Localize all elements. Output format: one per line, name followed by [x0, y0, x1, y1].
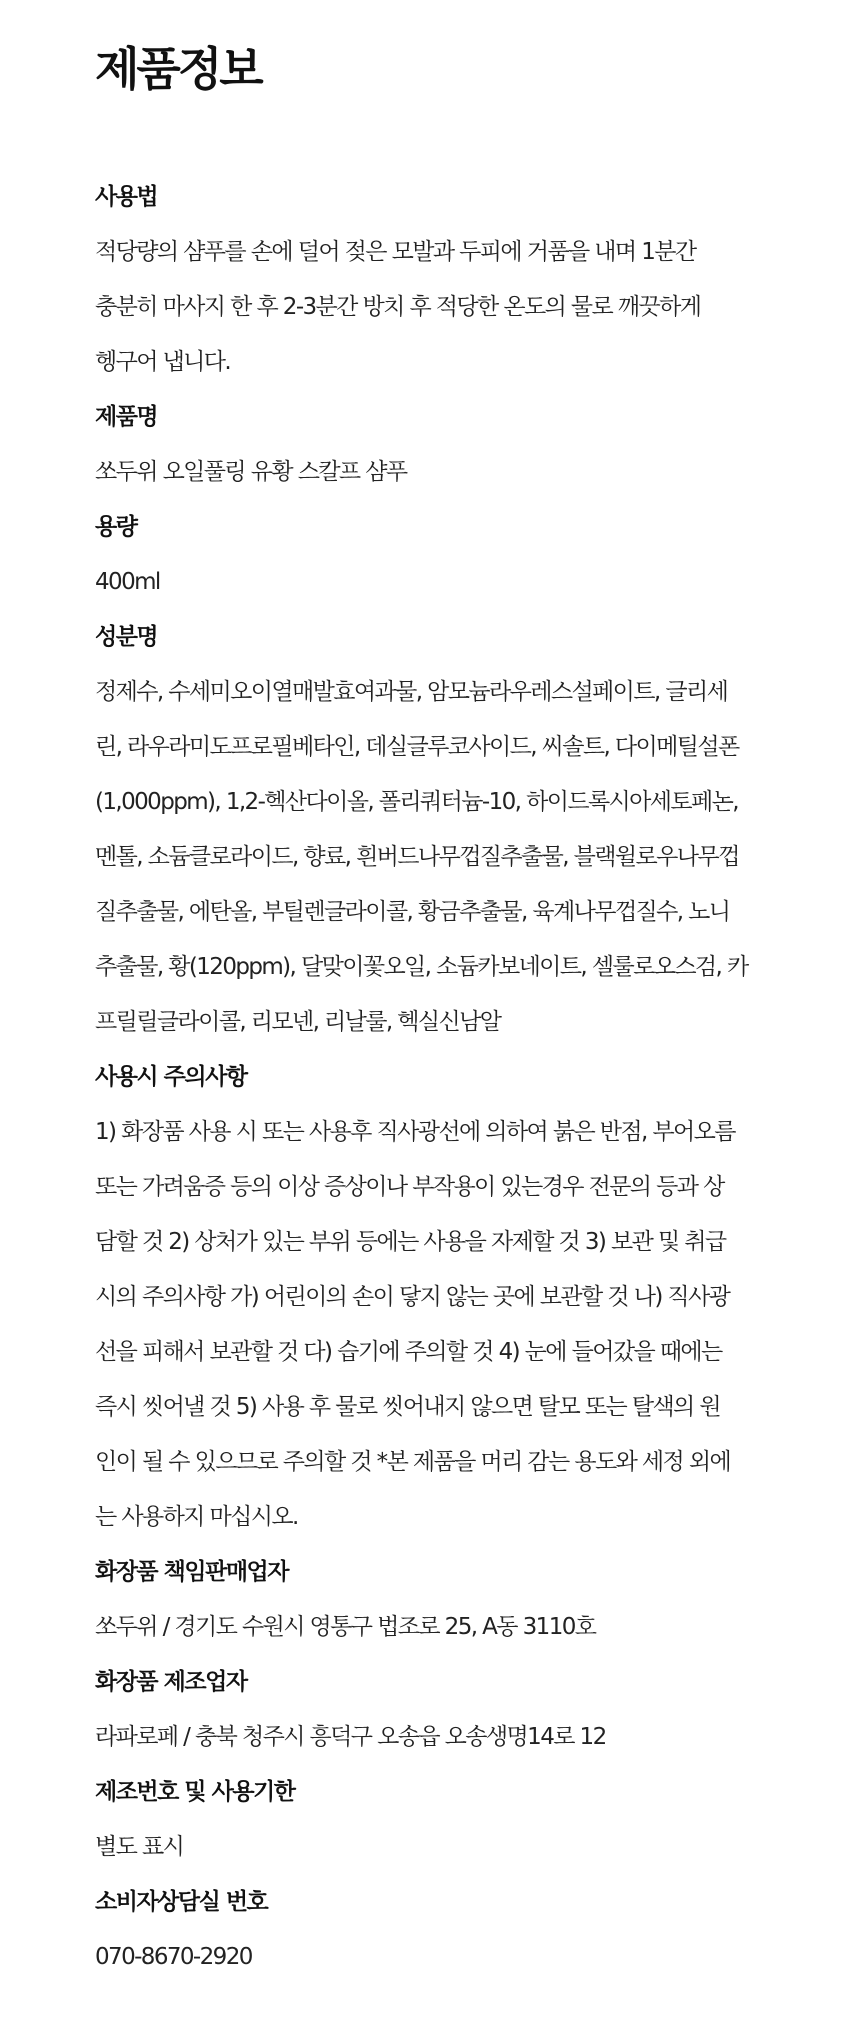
batch-expiry-line: 별도 표시	[95, 1834, 184, 1860]
usage-line: 적당량의 샴푸를 손에 덜어 젖은 모발과 두피에 거품을 내며 1분간	[95, 239, 696, 265]
precautions-line: 담할 것 2) 상처가 있는 부위 등에는 사용을 자제할 것 3) 보관 및 취급	[95, 1229, 726, 1255]
precautions-line: 1) 화장품 사용 시 또는 사용후 직사광선에 의하여 붉은 반점, 부어오름	[95, 1119, 735, 1145]
precautions-line: 또는 가려움증 등의 이상 증상이나 부작용이 있는경우 전문의 등과 상	[95, 1174, 724, 1200]
precautions-line: 는 사용하지 마십시오.	[95, 1504, 298, 1530]
manufacturer-line: 라파로페 / 충북 청주시 흥덕구 오송읍 오송생명14로 12	[95, 1724, 606, 1750]
ingredients-text	[95, 665, 775, 1050]
ingredients-line: 질추출물, 에탄올, 부틸렌글라이콜, 황금추출물, 육계나무껍질수, 노니	[95, 899, 730, 925]
page-title: 제품정보	[95, 42, 261, 96]
precautions-line: 선을 피해서 보관할 것 다) 습기에 주의할 것 4) 눈에 들어갔을 때에는	[95, 1339, 722, 1365]
ingredients-line: 정제수, 수세미오이열매발효여과물, 암모늄라우레스설페이트, 글리세	[95, 679, 728, 705]
product-info-page	[95, 0, 775, 1985]
precautions-line: 인이 될 수 있으므로 주의할 것 *본 제품을 머리 감는 용도와 세정 외에	[95, 1449, 731, 1475]
distributor-text	[95, 1600, 775, 1655]
batch-expiry-heading: 제조번호 및 사용기한	[95, 1779, 295, 1805]
ingredients-line: 멘톨, 소듐클로라이드, 향료, 흰버드나무껍질추출물, 블랙윌로우나무껍	[95, 844, 739, 870]
product-info-sections	[95, 170, 775, 1985]
ingredients-heading: 성분명	[95, 624, 158, 650]
precautions-line: 시의 주의사항 가) 어린이의 손이 닿지 않는 곳에 보관할 것 나) 직사광	[95, 1284, 730, 1310]
usage-heading: 사용법	[95, 184, 158, 210]
usage-line: 충분히 마사지 한 후 2-3분간 방치 후 적당한 온도의 물로 깨끗하게	[95, 294, 701, 320]
volume-heading: 용량	[95, 514, 137, 540]
distributor-heading: 화장품 책임판매업자	[95, 1559, 288, 1585]
consumer-phone-number: 070-8670-2920	[95, 1944, 252, 1970]
product-name-line: 쏘두위 오일풀링 유황 스칼프 샴푸	[95, 459, 407, 485]
batch-expiry-text	[95, 1820, 775, 1875]
precautions-heading: 사용시 주의사항	[95, 1064, 247, 1090]
usage-text	[95, 225, 775, 390]
manufacturer-text	[95, 1710, 775, 1765]
distributor-line: 쏘두위 / 경기도 수원시 영통구 법조로 25, A동 3110호	[95, 1614, 596, 1640]
consumer-contact-heading: 소비자상담실 번호	[95, 1889, 268, 1915]
ingredients-line: 린, 라우라미도프로필베타인, 데실글루코사이드, 씨솔트, 다이메틸설폰	[95, 734, 739, 760]
consumer-contact-text	[95, 1930, 775, 1985]
ingredients-line: 추출물, 황(120ppm), 달맞이꽃오일, 소듐카보네이트, 셀룰로오스검, 카	[95, 954, 748, 980]
precautions-line: 즉시 씻어낼 것 5) 사용 후 물로 씻어내지 않으면 탈모 또는 탈색의 원	[95, 1394, 721, 1420]
volume-line: 400ml	[95, 569, 160, 595]
product-name-heading: 제품명	[95, 404, 158, 430]
volume-text	[95, 555, 775, 610]
ingredients-line: 프릴릴글라이콜, 리모넨, 리날룰, 헥실신남알	[95, 1009, 501, 1035]
usage-line: 헹구어 냅니다.	[95, 349, 231, 375]
product-name-text	[95, 445, 775, 500]
precautions-text	[95, 1105, 775, 1545]
manufacturer-heading: 화장품 제조업자	[95, 1669, 247, 1695]
ingredients-line: (1,000ppm), 1,2-헥산다이올, 폴리쿼터늄-10, 하이드록시아세토페논,	[95, 789, 738, 815]
